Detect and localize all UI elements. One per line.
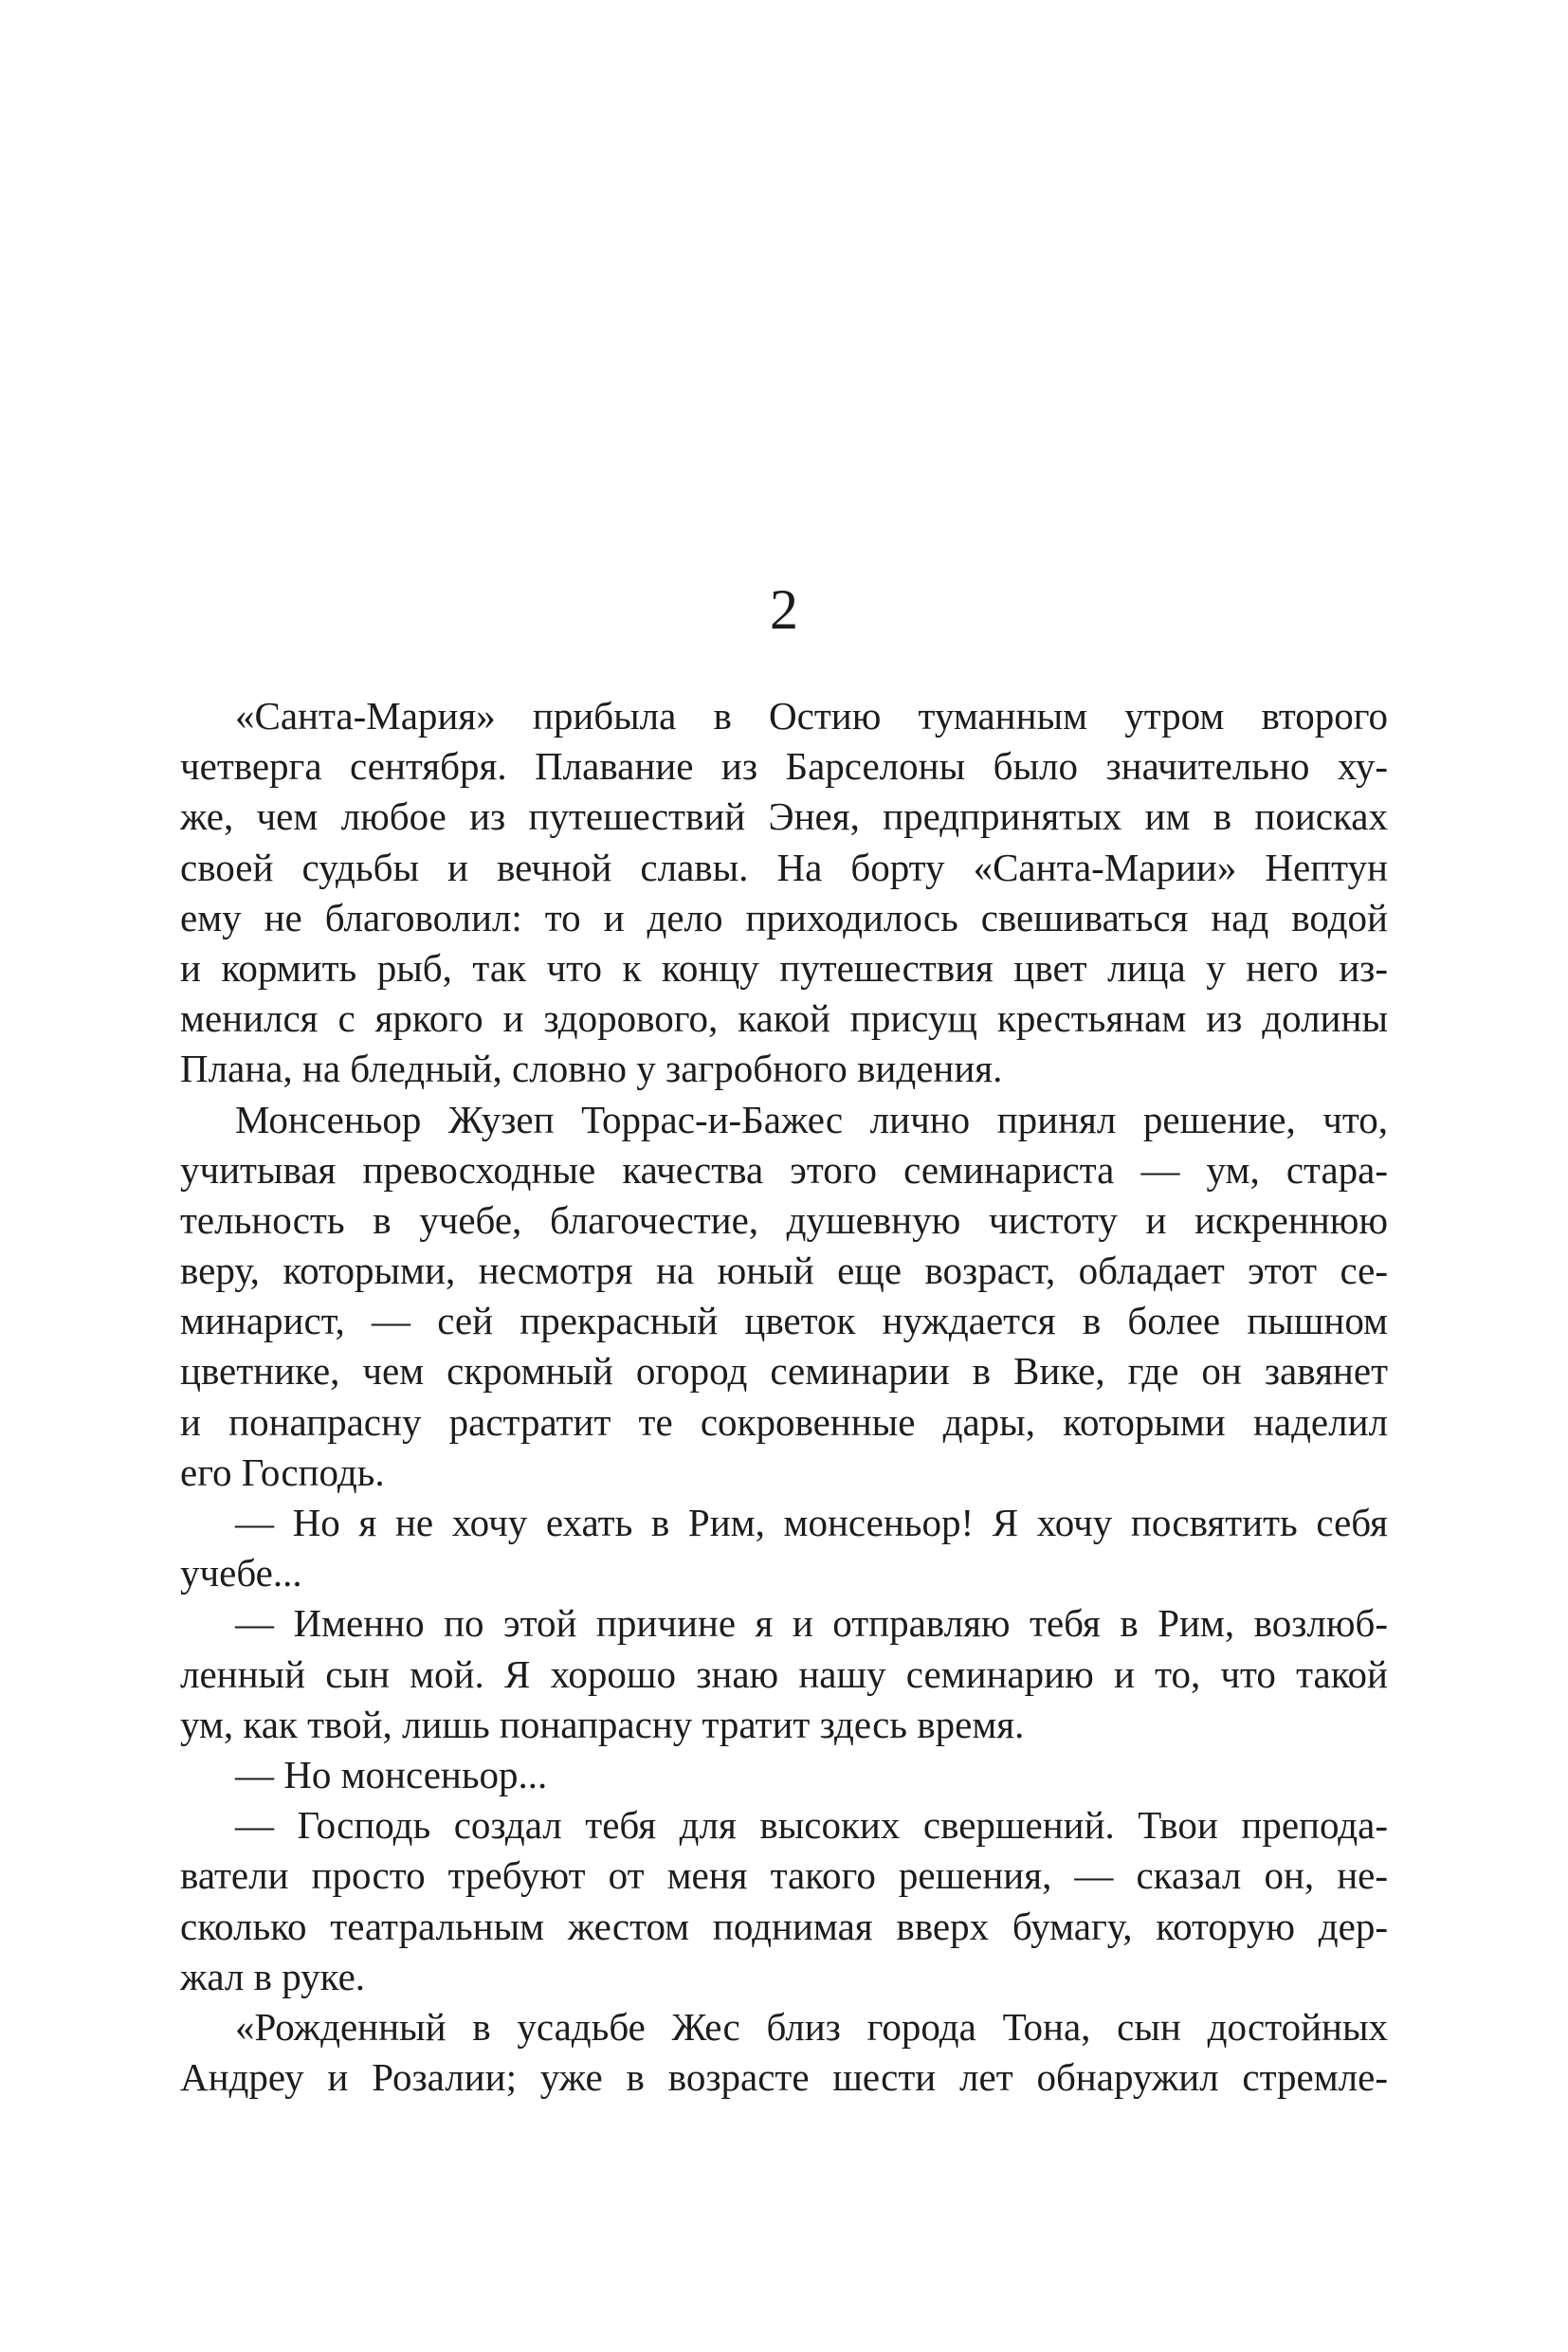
text-line: веру, которыми, несмотря на юный еще возраст, обладает этот се-: [180, 1249, 1388, 1293]
dialogue-line: сколько театральным жестом поднимая вверх бумагу, которую дер-: [180, 1904, 1388, 1948]
dialogue-line: — Именно по этой причине я и отправляю тебя в Рим, возлюб-: [235, 1601, 1388, 1646]
text-line: учитывая превосходные качества этого семинариста — ум, стара-: [180, 1147, 1388, 1192]
text-line: тельность в учебе, благочестие, душевную чистоту и искреннюю: [180, 1197, 1388, 1242]
text-line: «Санта-Мария» прибыла в Остию туманным утром второго: [235, 694, 1388, 738]
dialogue-line: жал в руке.: [180, 1954, 366, 1998]
text-line: цветнике, чем скромный огород семинарии в Вике, где он завянет: [180, 1349, 1388, 1394]
text-line: «Рожденный в усадьбе Жес близ города Тона, сын достойных: [235, 2004, 1388, 2049]
text-line: менился с яркого и здорового, какой присущ крестьянам из долины: [180, 996, 1388, 1041]
text-line: Монсеньор Жузеп Торрас-и-Бажес лично принял решение, что,: [235, 1097, 1388, 1141]
text-line: своей судьбы и вечной славы. На борту «Санта-Марии» Нептун: [180, 845, 1388, 889]
text-line: и понапрасну растратит те сокровенные дары, которыми наделил: [180, 1399, 1388, 1444]
dialogue-line: ум, как твой, лишь понапрасну тратит здесь время.: [180, 1702, 1025, 1746]
text-line: и кормить рыб, так что к концу путешествия цвет лица у него из-: [180, 945, 1388, 990]
text-line: ему не благоволил: то и дело приходилось свешиваться над водой: [180, 895, 1388, 939]
dialogue-line: учебе...: [180, 1551, 302, 1595]
dialogue-line: — Но я не хочу ехать в Рим, монсеньор! Я хочу посвятить себя: [235, 1501, 1388, 1544]
text-line: Андреу и Розалии; уже в возрасте шести лет обнаружил стремле-: [180, 2055, 1388, 2100]
text-line: минарист, — сей прекрасный цветок нуждается в более пышном: [180, 1299, 1388, 1343]
text-line: четверга сентября. Плавание из Барселоны было значительно ху-: [180, 744, 1388, 789]
text-line: его Господь.: [180, 1449, 385, 1494]
dialogue-line: ватели просто требуют от меня такого решения, — сказал он, не-: [180, 1853, 1388, 1898]
dialogue-line: — Господь создал тебя для высоких свершений. Твои препода-: [235, 1803, 1388, 1848]
body-text: [180, 691, 1388, 2103]
text-line: же, чем любое из путешествий Энея, предпринятых им в поисках: [180, 794, 1388, 839]
text-line: Плана, на бледный, словно у загробного видения.: [180, 1047, 1003, 1091]
chapter-number: 2: [770, 578, 798, 641]
dialogue-line: — Но монсеньор...: [235, 1752, 548, 1796]
dialogue-line: ленный сын мой. Я хорошо знаю нашу семинарию и то, что такой: [180, 1651, 1388, 1696]
